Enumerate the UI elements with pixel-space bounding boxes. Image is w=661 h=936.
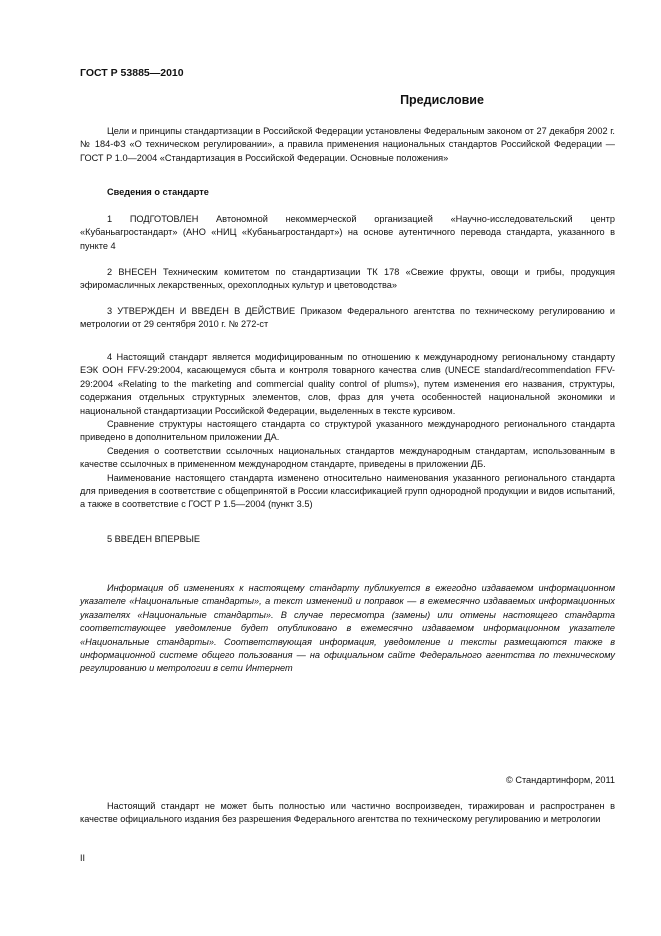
- item-4: [80, 351, 615, 512]
- item-3: [80, 305, 615, 332]
- item-5: [80, 533, 615, 546]
- item-4-paragraph-2: Сравнение структуры настоящего стандарта со структурой указанного международного регионального стандарта приведено в дополнительном приложении ДА.: [80, 419, 615, 443]
- notice-text: Информация об изменениях к настоящему стандарту публикуется в ежегодно издаваемом информационном указателе «Национальные стандарты», а текст изменений и поправок — в ежемесячно издаваемых информационных указателях «Национальные стандарты». В случае пересмотра (замены) или отмены настоящего стандарта соответствующее уведомление будет опубликовано в ежемесячно издаваемом информационном указателе «Национальные стандарты». Соответствующая информация, уведомление и тексты размещаются также в информационной системе общего пользования — на официальном сайте Федерального агентства по техническому регулированию и метрологии в сети Интернет: [80, 583, 615, 674]
- item-2: [80, 266, 615, 293]
- section-title: Сведения о стандарте: [107, 187, 209, 197]
- item-5-text: 5 ВВЕДЕН ВПЕРВЫЕ: [107, 534, 200, 544]
- item-4-paragraph-4: Наименование настоящего стандарта изменено относительно наименования указанного регионального стандарта для приведения в соответствие с общепринятой в России классификацией групп однородной продукции и видов испытаний, а также в соответствие с ГОСТ Р 1.5—2004 (пункт 3.5): [80, 472, 615, 510]
- item-1-text: 1 ПОДГОТОВЛЕН Автономной некоммерческой организацией «Научно-исследовательский центр «Кубаньагростандарт» (АНО «НИЦ «Кубаньагростандарт») на основе аутентичного перевода стандарта, указанного в пункте 4: [80, 214, 615, 251]
- intro-paragraph: [80, 125, 615, 165]
- item-4-paragraph-1: 4 Настоящий стандарт является модифицированным по отношению к международному региональному стандарту ЕЭК ООН FFV-29:2004, касающемуся сбыта и контроля товарного качества слив (UNECE standard/recommendation FFV-29:2004 «Relating to the marketing and commercial quality control of plums»), путем изменения его названия, структуры, содержания отдельных структурных элементов, слов, фраз для учета особенностей национальной экономики и национальной стандартизации Российской Федерации, выделенных в тексте курсивом.: [80, 352, 615, 416]
- document-code: ГОСТ Р 53885—2010: [80, 67, 184, 79]
- intro-text: Цели и принципы стандартизации в Российской Федерации установлены Федеральным законом от 27 декабря 2002 г. № 184-ФЗ «О техническом регулировании», а правила применения национальных стандартов Российской Федерации — ГОСТ Р 1.0—2004 «Стандартизация в Российской Федерации. Основные положения»: [80, 126, 615, 163]
- item-3-text: 3 УТВЕРЖДЕН И ВВЕДЕН В ДЕЙСТВИЕ Приказом Федерального агентства по техническому регулированию и метрологии от 29 сентября 2010 г. № 272-ст: [80, 306, 615, 330]
- item-1: [80, 213, 615, 253]
- copyright: © Стандартинформ, 2011: [506, 775, 615, 785]
- reproduction-notice: [80, 800, 615, 827]
- item-4-paragraph-3: Сведения о соответствии ссылочных национальных стандартов международным стандартам, использованным в качестве ссылочных в примененном международном стандарте, приведены в приложении ДБ.: [80, 445, 615, 470]
- page-number: II: [80, 853, 86, 863]
- page-title: [80, 93, 615, 107]
- notice-paragraph: [80, 582, 615, 676]
- item-2-text: 2 ВНЕСЕН Техническим комитетом по стандартизации ТК 178 «Свежие фрукты, овощи и грибы, продукция эфиромасличных лекарственных, орехоплодных культур и цветоводства»: [80, 267, 615, 291]
- page-title-text: Предисловие: [400, 93, 484, 107]
- reproduction-text: Настоящий стандарт не может быть полностью или частично воспроизведен, тиражирован и распространен в качестве официального издания без разрешения Федерального агентства по техническому регулированию и метрологии: [80, 801, 615, 825]
